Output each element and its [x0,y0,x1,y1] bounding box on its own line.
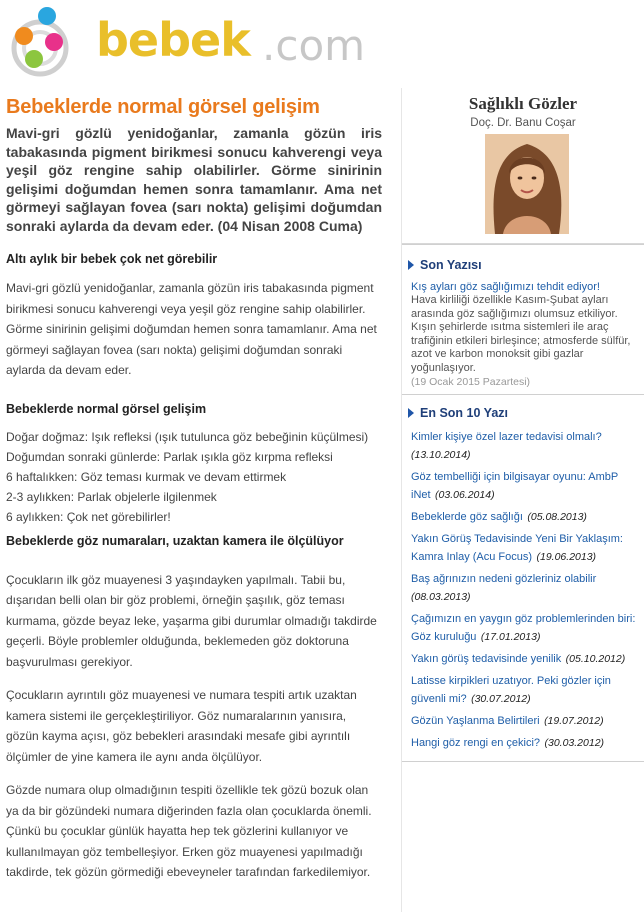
recent-article-link[interactable]: Yakın görüş tedavisinde yenilik [411,653,562,665]
section-paragraph: Mavi-gri gözlü yenidoğanlar, zamanla gözün iris tabakasında pigment birikmesi sonucu kahverengi veya yeşil göz rengine sahip olabilirler. Görme sinirinin gelişimi doğumdan hemen sonra tamamlanır. Ama net görmeyi sağlayan fovea (sarı nokta) gelişimi doğumdan sonraki aylarda da devam eder. [6,281,377,377]
list-item[interactable] [411,649,636,667]
recent-articles-list [402,425,644,751]
article-paragraph: Gözde numara olup olmadığının tespiti özellikle tek gözü bozuk olan ya da bir gözündeki numara diğerinden fazla olan çocuklarda önemli. Çünkü bu çocuklar günlük hayatta hep tek gözlerini kullanıyor ve kullanılmayan göz tembelleşiyor. Erken göz muayenesi yapılmadığı takdirde, tek gözün görmediği ebeveyneler tarafından farkedilemiyor. [6,783,372,879]
latest-article-heading-label: Son Yazısı [420,258,482,272]
milestone-list [6,427,382,527]
recent-article-date: (13.10.2014) [411,449,471,461]
section-heading: Bebeklerde normal görsel gelişim [6,401,207,416]
latest-article-box [402,244,644,389]
logo-domain-suffix[interactable]: .com [262,21,366,70]
milestone-item: Doğar doğmaz: Işık refleksi (ışık tutulunca göz bebeğinin küçülmesi) [6,429,369,444]
milestone-item: Doğumdan sonraki günlerde: Parlak ışıkla göz kırpma refleksi [6,449,333,464]
milestone-item: 6 haftalıkken: Göz teması kurmak ve devam ettirmek [6,469,287,484]
recent-article-link[interactable]: Kimler kişiye özel lazer tedavisi olmalı? [411,431,602,443]
list-item[interactable] [411,569,636,605]
milestone-item: 2-3 aylıkken: Parlak objelerle ilgilenmek [6,489,217,504]
recent-article-date: (05.10.2012) [565,653,626,665]
recent-article-link[interactable]: Latisse kirpikleri uzatıyor. Peki gözler için güvenli mi? [411,675,611,705]
recent-article-link[interactable]: Çağımızın en yaygın göz problemlerinden biri: Göz kuruluğu [411,613,636,643]
latest-article-date: (19 Ocak 2015 Pazartesi) [411,376,531,388]
article-paragraph: Çocukların ilk göz muayenesi 3 yaşındayken yapılmalı. Tabii bu, dışarıdan belli olan bir göz problemi, örneğin şaşılık, göz teması kurmama, gözde beyaz leke, yaşarma gibi durumlar olmadığı takdirde geçerli. Böyle problemler olduğunda, beklemeden göz doktoruna başvurulması gerekiyor. [6,572,377,669]
recent-article-link[interactable]: Hangi göz rengi en çekici? [411,737,541,749]
section-heading: Bebeklerde göz numaraları, uzaktan kamera ile ölçülüyor [6,533,344,548]
recent-article-date: (30.07.2012) [471,693,531,705]
expert-photo[interactable] [485,134,569,234]
milestone-item: 6 aylıkken: Çok net görebilirler! [6,509,171,524]
recent-article-date: (19.06.2013) [536,551,597,563]
recent-article-date: (05.08.2013) [527,511,587,523]
sidebar [402,88,644,749]
recent-article-date: (30.03.2012) [544,737,605,749]
recent-article-date: (08.03.2013) [411,591,471,603]
article [6,94,382,883]
recent-article-link[interactable]: Bebeklerde göz sağlığı [411,511,523,523]
site-header [0,0,644,86]
recent-article-link[interactable]: Göz tembelliği için bilgisayar oyunu: AmbP iNet [411,471,619,501]
expert-name[interactable]: Doç. Dr. Banu Coşar [470,117,576,129]
list-item[interactable] [411,711,636,729]
latest-article-link[interactable]: Kış ayları göz sağlığımızı tehdit ediyor! [411,281,600,293]
recent-article-link[interactable]: Yakın Görüş Tedavisinde Yeni Bir Yaklaşım: Kamra Inlay (Acu Focus) [411,533,623,563]
list-item[interactable] [411,671,636,707]
recent-article-link[interactable]: Gözün Yaşlanma Belirtileri [411,715,540,727]
list-item[interactable] [411,733,636,751]
logo-wordmark[interactable]: bebek [96,13,250,67]
recent-article-link[interactable]: Baş ağrınızın nedeni gözleriniz olabilir [411,573,597,585]
section-heading: Altı aylık bir bebek çok net görebilir [6,252,218,266]
list-item[interactable] [411,507,636,525]
latest-article-summary: Hava kirliliği özellikle Kasım-Şubat ayları arasında göz sağlığımızı olumsuz etkiliyor. Kışın şehirlerde ısıtma sistemleri ile araç trafiğinin etkileri birleşince; atmosferde sülfür, azot ve karbon monoksit gibi gazlar yoğunlaşıyor. [411,294,631,374]
list-item[interactable] [411,609,636,645]
triangle-bullet-icon [408,408,414,418]
list-item[interactable] [411,427,636,463]
article-lead: Mavi-gri gözlü yenidoğanlar, zamanla gözün iris tabakasında pigment birikmesi sonucu kahverengi veya yeşil göz rengine sahip olabilirler. Görme sinirinin gelişimi doğumdan hemen sonra tamamlanır. Ama net görmeyi sağlayan fovea (sarı nokta) gelişimi doğumdan sonraki aylarda da devam eder. (04 Nisan 2008 Cuma) [6,125,382,234]
latest-article-heading [402,253,644,277]
recent-article-date: (19.07.2012) [544,715,604,727]
recent-articles-heading-label: En Son 10 Yazı [420,406,509,420]
recent-articles-heading [402,401,644,425]
expert-box [402,88,644,244]
list-item[interactable] [411,467,636,503]
triangle-bullet-icon [408,260,414,270]
bebek-logo-icon[interactable] [4,4,80,78]
recent-article-date: (17.01.2013) [480,631,541,643]
recent-article-date: (03.06.2014) [435,489,495,501]
expert-section-title[interactable]: Sağlıklı Gözler [468,94,578,113]
recent-articles-box [402,394,644,762]
list-item[interactable] [411,529,636,565]
article-title: Bebeklerde normal görsel gelişim [6,96,320,118]
article-paragraph: Çocukların ayrıntılı göz muayenesi ve numara tespiti artık uzaktan kamera sistemi ile gerçekleştiriliyor. Göz numaralarının yanısıra, gözün kayma açısı, göz bebekleri arasındaki mesafe gibi ayrıntılı ölçümler de yine kamera ile aynı anda ölçülüyor. [6,688,357,764]
